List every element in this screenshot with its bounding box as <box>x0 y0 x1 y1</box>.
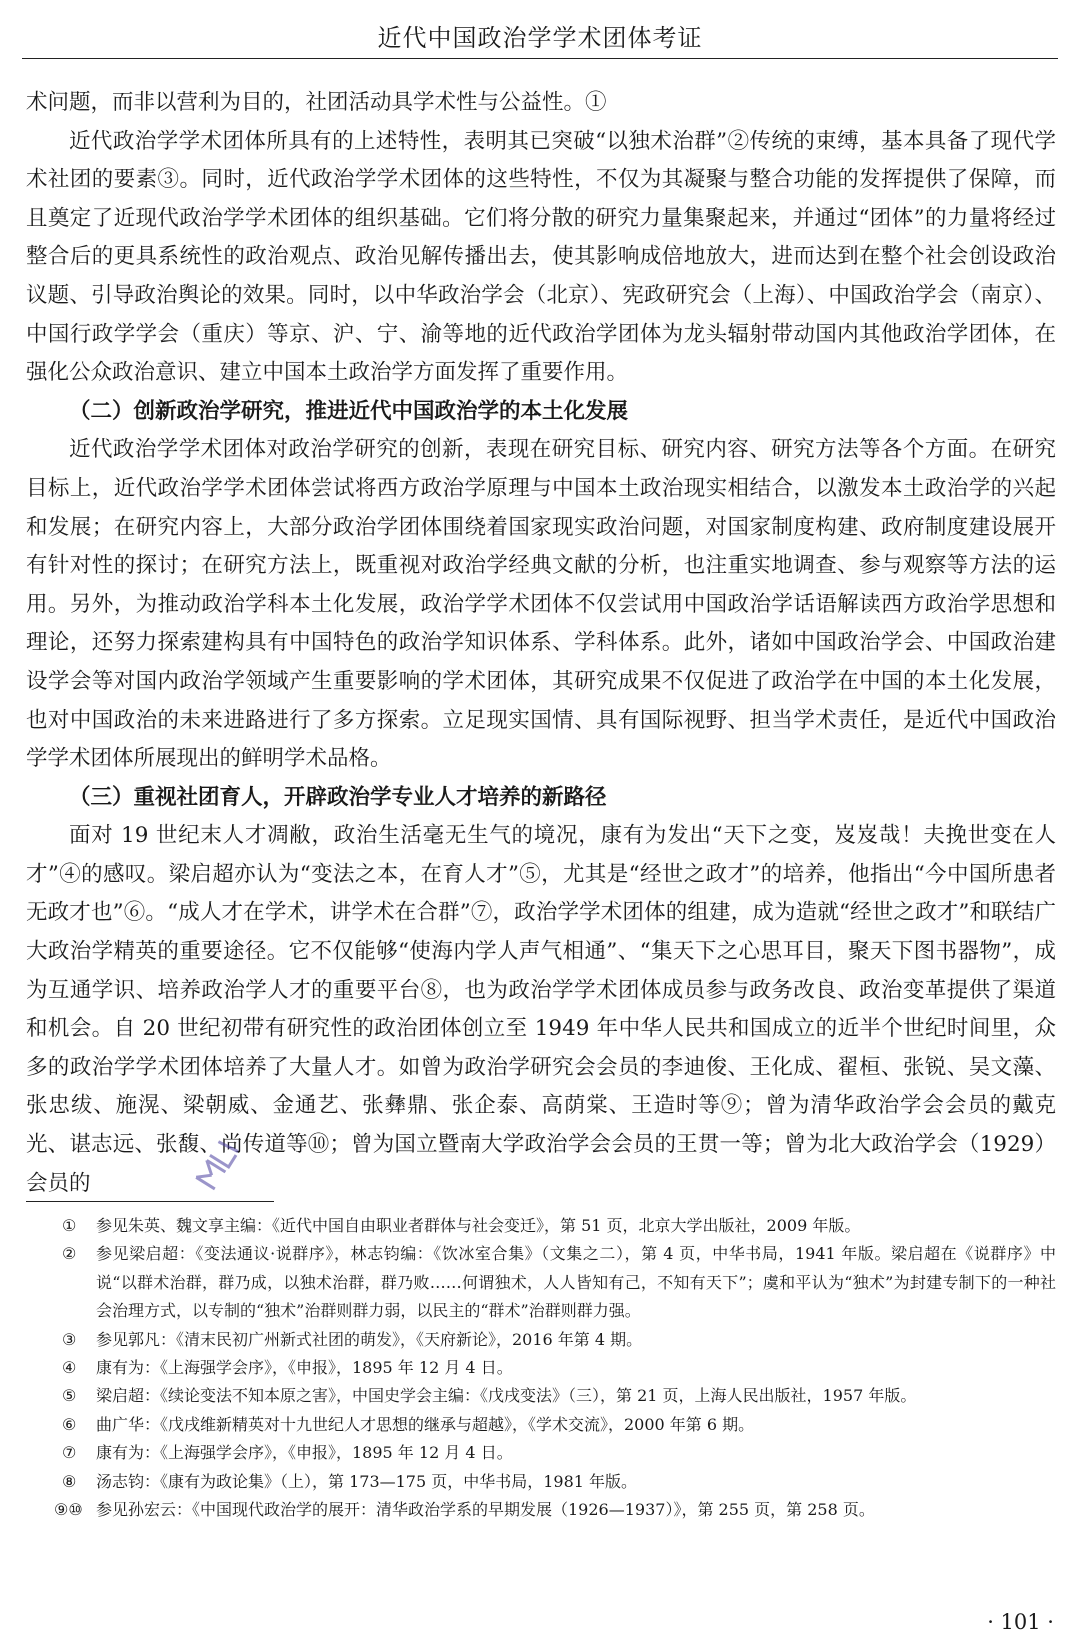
footnote <box>26 1439 1056 1467</box>
footnote-mark: ⑤ <box>62 1386 77 1406</box>
footnote-mark: ③ <box>62 1329 77 1349</box>
footnote-mark: ⑨⑩ <box>54 1500 83 1520</box>
footnote-text: 参见朱英、魏文享主编：《近代中国自由职业者群体与社会变迁》，第 51 页，北京大学出版社，2009 年版。 <box>96 1216 861 1235</box>
footnote <box>26 1382 1056 1410</box>
section-heading: （二）创新政治学研究，推进近代中国政治学的本土化发展 <box>69 398 629 424</box>
footnote <box>26 1354 1056 1382</box>
footnote-mark: ⑥ <box>62 1414 77 1434</box>
body-text <box>26 84 1056 1203</box>
footnote-text: 康有为：《上海强学会序》，《申报》，1895 年 12 月 4 日。 <box>96 1443 513 1463</box>
footnote-text: 康有为：《上海强学会序》，《申报》，1895 年 12 月 4 日。 <box>96 1358 513 1378</box>
footnote-mark: ② <box>62 1244 77 1264</box>
section-heading: （三）重视社团育人，开辟政治学专业人才培养的新路径 <box>69 784 607 810</box>
running-head: 近代中国政治学学术团体考证 <box>377 24 703 52</box>
footnote-rule <box>26 1201 274 1202</box>
footnote-text: 参见孙宏云：《中国现代政治学的展开：清华政治学系的早期发展（1926—1937）》，第 255 页，第 258 页。 <box>96 1500 875 1520</box>
footnote <box>26 1240 1056 1325</box>
footnote-text: 汤志钧：《康有为政论集》（上），第 173—175 页，中华书局，1981 年版。 <box>96 1471 638 1491</box>
header-rule <box>22 58 1058 59</box>
footnote-mark: ⑧ <box>62 1471 77 1491</box>
footnote <box>26 1468 1056 1496</box>
footnotes <box>26 1212 1056 1524</box>
footnote <box>26 1496 1056 1524</box>
footnote-mark: ④ <box>62 1358 77 1378</box>
footnote-text: 曲广华：《戊戌维新精英对十九世纪人才思想的继承与超越》，《学术交流》，2000 年第 6 期。 <box>96 1414 755 1434</box>
body-paragraph: 近代政治学学术团体对政治学研究的创新，表现在研究目标、研究内容、研究方法等各个方面。在研究目标上，近代政治学学术团体尝试将西方政治学原理与中国本土政治现实相结合，以激发本土政治学的兴起和发展；在研究内容上，大部分政治学团体围绕着国家现实政治问题，对国家制度构建、政府制度建设展开有针对性的探讨；在研究方法上，既重视对政治学经典文献的分析，也注重实地调查、参与观察等方法的运用。另外，为推动政治学科本土化发展，政治学学术团体不仅尝试用中国政治学话语解读西方政治学思想和理论，还努力探索建构具有中国特色的政治学知识体系、学科体系。此外，诸如中国政治学会、中国政治建设学会等对国内政治学领域产生重要影响的学术团体，其研究成果不仅促进了政治学在中国的本土化发展，也对中国政治的未来进路进行了多方探索。立足现实国情、具有国际视野、担当学术责任，是近代中国政治学学术团体所展现出的鲜明学术品格。 <box>26 437 1056 772</box>
page-number: · 101 · <box>987 1610 1054 1634</box>
footnote <box>26 1212 1056 1240</box>
footnote-mark: ① <box>62 1216 77 1235</box>
footnote-text: 梁启超：《续论变法不知本原之害》，中国史学会主编：《戊戌变法》（三），第 21 页，上海人民出版社，1957 年版。 <box>96 1386 917 1406</box>
footnote-text: 参见郭凡：《清末民初广州新式社团的萌发》，《天府新论》，2016 年第 4 期。 <box>96 1329 643 1349</box>
footnote-text: 参见梁启超：《变法通议·说群序》，林志钧编：《饮冰室合集》（文集之二），第 4 页，中华书局，1941 年版。梁启超在《说群序》中说“以群术治群，群乃成，以独术治群，群乃败……何谓独术，人人皆知有己，不知有天下”；虞和平认为“独术”为封建专制下的一种社会治理方式，以专制的“独术”治群则群力弱，以民主的“群术”治群则群力强。 <box>96 1244 1056 1321</box>
footnote <box>26 1326 1056 1354</box>
body-paragraph: 术问题，而非以营利为目的，社团活动具学术性与公益性。① <box>26 90 607 115</box>
body-paragraph: 面对 19 世纪末人才凋敝，政治生活毫无生气的境况，康有为发出“天下之变，岌岌哉！夫挽世变在人才”④的感叹。梁启超亦认为“变法之本，在育人才”⑤，尤其是“经世之政才”的培养，他指出“今中国所患者无政才也”⑥。“成人才在学术，讲学术在合群”⑦，政治学学术团体的组建，成为造就“经世之政才”和联结广大政治学精英的重要途径。它不仅能够“使海内学人声气相通”、“集天下之心思耳目，聚天下图书器物”，成为互通学识、培养政治学人才的重要平台⑧，也为政治学学术团体成员参与政务改良、政治变革提供了渠道和机会。自 20 世纪初带有研究性的政治团体创立至 1949 年中华人民共和国成立的近半个世纪时间里，众多的政治学学术团体培养了大量人才。如曾为政治学研究会会员的李迪俊、王化成、翟桓、张锐、吴文藻、张忠绂、施滉、梁朝威、金通艺、张彝鼎、张企泰、高荫棠、王造时等⑨；曾为清华政治学会会员的戴克光、谌志远、张馥、尚传道等⑩；曾为国立暨南大学政治学会会员的王贯一等；曾为北大政治学会（1929）会员的 <box>26 823 1056 1196</box>
footnote-mark: ⑦ <box>62 1443 77 1463</box>
footnote <box>26 1411 1056 1439</box>
body-paragraph: 近代政治学学术团体所具有的上述特性，表明其已突破“以独术治群”②传统的束缚，基本具备了现代学术社团的要素③。同时，近代政治学学术团体的这些特性，不仅为其凝聚与整合功能的发挥提供了保障，而且奠定了近现代政治学学术团体的组织基础。它们将分散的研究力量集聚起来，并通过“团体”的力量将经过整合后的更具系统性的政治观点、政治见解传播出去，使其影响成倍地放大，进而达到在整个社会创设政治议题、引导政治舆论的效果。同时，以中华政治学会（北京）、宪政研究会（上海）、中国政治学会（南京）、中国行政学学会（重庆）等京、沪、宁、渝等地的近代政治学团体为龙头辐射带动国内其他政治学团体，在强化公众政治意识、建立中国本土政治学方面发挥了重要作用。 <box>26 128 1056 386</box>
